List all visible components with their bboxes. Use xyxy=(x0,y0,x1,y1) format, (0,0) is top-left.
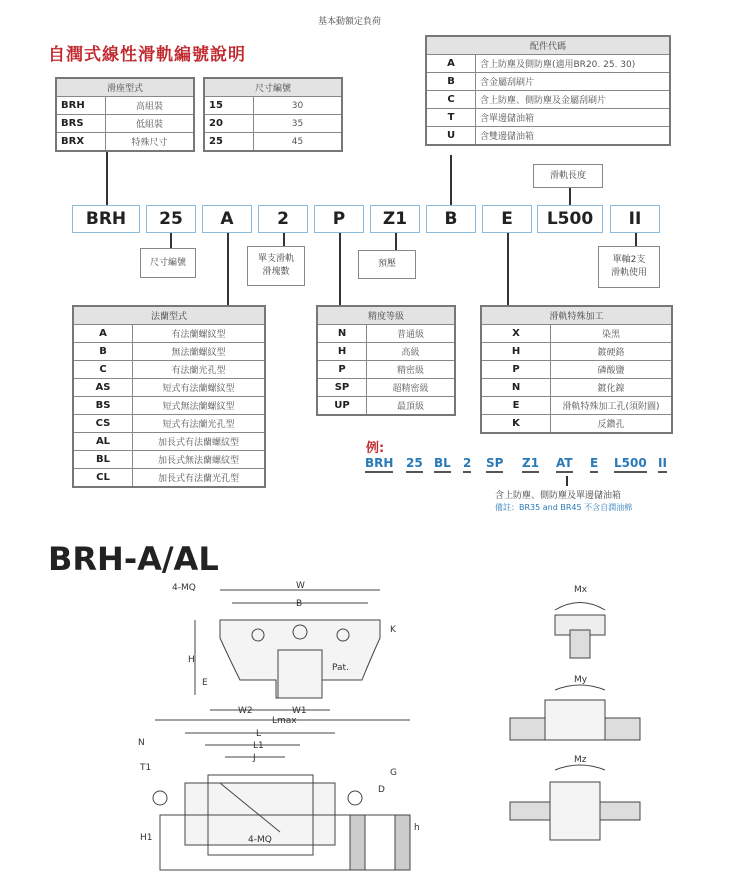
dim-label: G xyxy=(390,768,397,778)
code-cell: H xyxy=(317,343,367,361)
table-header: 滑軌特殊加工 xyxy=(481,306,672,325)
code-box: P xyxy=(314,205,364,233)
table-header: 精度等級 xyxy=(317,306,455,325)
connector-line xyxy=(635,233,637,246)
code-cell: E xyxy=(481,397,551,415)
label-line: 單支滑軌 xyxy=(257,254,294,264)
dim-label: T1 xyxy=(140,763,152,773)
description-cell: 滑軌特殊加工孔(須附圖) xyxy=(551,397,673,415)
dimension-drawings xyxy=(0,570,750,885)
dim-label: L xyxy=(256,729,262,739)
page-title: 自潤式線性滑軌編號說明 xyxy=(48,45,246,65)
dim-label: W2 xyxy=(238,706,253,716)
table-header: 滑座型式 xyxy=(56,78,194,97)
moment-diagrams xyxy=(510,603,640,841)
code-box: E xyxy=(482,205,532,233)
table-row xyxy=(73,415,265,433)
table-row xyxy=(317,379,455,397)
cell: A xyxy=(426,55,476,73)
cell: 25 xyxy=(204,133,254,152)
description-cell: 普通級 xyxy=(367,325,456,343)
description-cell: 鍍化鎳 xyxy=(551,379,673,397)
table-row xyxy=(73,451,265,469)
table-row xyxy=(73,469,265,488)
connector-line xyxy=(450,155,452,205)
cell: 45 xyxy=(254,133,343,152)
connector-line xyxy=(507,233,509,305)
example-code: Z1 xyxy=(522,456,539,473)
description-cell: 精密級 xyxy=(367,361,456,379)
code-cell: BL xyxy=(73,451,133,469)
precision-table xyxy=(316,305,456,416)
cell: B xyxy=(426,73,476,91)
dim-label: L1 xyxy=(253,741,264,751)
dim-label: My xyxy=(574,675,588,685)
code-cell: C xyxy=(73,361,133,379)
cell: C xyxy=(426,91,476,109)
dim-label: W1 xyxy=(292,706,307,716)
table-row xyxy=(317,325,455,343)
example-note: 含上防塵、側防塵及單邊儲油箱 xyxy=(495,491,622,501)
table-row xyxy=(73,397,265,415)
description-cell: 磷酸鹽 xyxy=(551,361,673,379)
flange-type-table xyxy=(72,305,266,488)
description-cell: 有法蘭光孔型 xyxy=(133,361,266,379)
dim-label: W xyxy=(296,581,305,591)
code-cell: CS xyxy=(73,415,133,433)
table-row xyxy=(317,361,455,379)
connector-line xyxy=(227,233,229,305)
description-cell: 有法蘭螺紋型 xyxy=(133,325,266,343)
cell: 含雙邊儲油箱 xyxy=(476,127,671,146)
code-box: 2 xyxy=(258,205,308,233)
rail-processing-table xyxy=(480,305,673,434)
cell: BRS xyxy=(56,115,106,133)
code-box: 25 xyxy=(146,205,196,233)
dim-label: D xyxy=(378,785,385,795)
table-row xyxy=(317,397,455,416)
example-code: 25 xyxy=(406,456,423,473)
connector-line xyxy=(106,152,108,205)
description-cell: 鍍硬鉻 xyxy=(551,343,673,361)
code-cell: CL xyxy=(73,469,133,488)
model-title: BRH-A/AL xyxy=(48,540,219,578)
cell: 高組裝 xyxy=(106,97,195,115)
preload-label: 預壓 xyxy=(358,250,416,279)
rail-length-label: 滑軌長度 xyxy=(533,164,603,188)
connector-line xyxy=(395,233,397,250)
table-row xyxy=(73,343,265,361)
code-box: Z1 xyxy=(370,205,420,233)
dim-label: Lmax xyxy=(272,716,297,726)
dim-label: B xyxy=(296,599,303,609)
code-cell: AS xyxy=(73,379,133,397)
cell: 35 xyxy=(254,115,343,133)
dim-label: 4-MQ xyxy=(172,583,196,593)
example-code: 2 xyxy=(463,456,471,473)
code-cell: B xyxy=(73,343,133,361)
side-view-drawing xyxy=(153,720,410,870)
table-header: 尺寸編號 xyxy=(204,78,342,97)
cell: 含上防塵、側防塵及金屬刮刷片 xyxy=(476,91,671,109)
description-cell: 最頂級 xyxy=(367,397,456,416)
cell: 含金屬刮刷片 xyxy=(476,73,671,91)
table-row xyxy=(481,379,672,397)
label-line: 滑軌使用 xyxy=(610,268,647,278)
cell: U xyxy=(426,127,476,146)
table-header: 配件代碼 xyxy=(426,36,670,55)
code-cell: H xyxy=(481,343,551,361)
table-row xyxy=(73,379,265,397)
table-row xyxy=(481,415,672,434)
example-code: BRH xyxy=(365,456,393,473)
cell: 含單邊儲油箱 xyxy=(476,109,671,127)
dim-label: K xyxy=(390,625,396,635)
code-cell: K xyxy=(481,415,551,434)
table-row xyxy=(317,343,455,361)
cell: 低組裝 xyxy=(106,115,195,133)
table-row xyxy=(73,325,265,343)
example-code: BL xyxy=(434,456,451,473)
cell: 20 xyxy=(204,115,254,133)
cell: BRH xyxy=(56,97,106,115)
accessory-code-table xyxy=(425,35,671,146)
cell: BRX xyxy=(56,133,106,152)
code-cell: SP xyxy=(317,379,367,397)
paired-rail-label xyxy=(598,246,660,288)
label-line: 單軸2支 xyxy=(612,255,646,265)
table-row xyxy=(481,325,672,343)
example-code: II xyxy=(658,456,667,473)
connector-line xyxy=(566,476,568,486)
dim-label: 4-MQ xyxy=(248,835,272,845)
dim-label: Pat. xyxy=(332,663,349,673)
code-cell: BS xyxy=(73,397,133,415)
label-line: 滑塊數 xyxy=(262,267,290,277)
connector-line xyxy=(170,233,172,248)
example-remark: 備註：BR35 and BR45 不含自潤油棉 xyxy=(495,503,633,512)
code-cell: N xyxy=(317,325,367,343)
size-number-table xyxy=(203,77,343,152)
cell: 15 xyxy=(204,97,254,115)
cell: 含上防塵及側防塵(適用BR20. 25. 30) xyxy=(476,55,671,73)
cell: 30 xyxy=(254,97,343,115)
block-type-table xyxy=(55,77,195,152)
description-cell: 染黑 xyxy=(551,325,673,343)
table-row xyxy=(481,343,672,361)
code-cell: A xyxy=(73,325,133,343)
description-cell: 反鑽孔 xyxy=(551,415,673,434)
code-box: B xyxy=(426,205,476,233)
table-row xyxy=(481,361,672,379)
description-cell: 短式無法蘭螺紋型 xyxy=(133,397,266,415)
table-row xyxy=(481,397,672,415)
dim-label: E xyxy=(202,678,208,688)
cell: 特殊尺寸 xyxy=(106,133,195,152)
example-code: SP xyxy=(486,456,503,473)
front-view-drawing xyxy=(195,590,380,710)
dim-label: N xyxy=(138,738,145,748)
description-cell: 加長式無法蘭螺紋型 xyxy=(133,451,266,469)
cell: T xyxy=(426,109,476,127)
dim-label: H xyxy=(188,655,195,665)
dim-label: H1 xyxy=(140,833,153,843)
dim-label: Mx xyxy=(574,585,588,595)
description-cell: 短式有法蘭螺紋型 xyxy=(133,379,266,397)
code-cell: X xyxy=(481,325,551,343)
table-row xyxy=(73,433,265,451)
code-box: BRH xyxy=(72,205,140,233)
code-box: A xyxy=(202,205,252,233)
description-cell: 短式有法蘭光孔型 xyxy=(133,415,266,433)
table-header: 法蘭型式 xyxy=(73,306,265,325)
code-cell: N xyxy=(481,379,551,397)
code-cell: P xyxy=(481,361,551,379)
description-cell: 加長式有法蘭光孔型 xyxy=(133,469,266,488)
dim-label: h xyxy=(414,823,420,833)
description-cell: 超精密級 xyxy=(367,379,456,397)
code-box: L500 xyxy=(537,205,603,233)
table-row xyxy=(73,361,265,379)
code-cell: P xyxy=(317,361,367,379)
example-code: L500 xyxy=(614,456,647,473)
connector-line xyxy=(339,233,341,305)
description-cell: 無法蘭螺紋型 xyxy=(133,343,266,361)
example-code: AT xyxy=(556,456,573,473)
connector-line xyxy=(569,187,571,205)
page-header: 基本動額定負荷 xyxy=(318,17,382,27)
description-cell: 高級 xyxy=(367,343,456,361)
connector-line xyxy=(283,233,285,246)
dim-label: J xyxy=(253,753,256,763)
code-box: II xyxy=(610,205,660,233)
blocks-per-rail-label xyxy=(247,246,305,286)
code-cell: UP xyxy=(317,397,367,416)
example-label: 例: xyxy=(366,441,385,456)
description-cell: 加長式有法蘭螺紋型 xyxy=(133,433,266,451)
dim-label: Mz xyxy=(574,755,587,765)
size-label: 尺寸編號 xyxy=(140,248,196,278)
code-cell: AL xyxy=(73,433,133,451)
example-code: E xyxy=(590,456,598,473)
